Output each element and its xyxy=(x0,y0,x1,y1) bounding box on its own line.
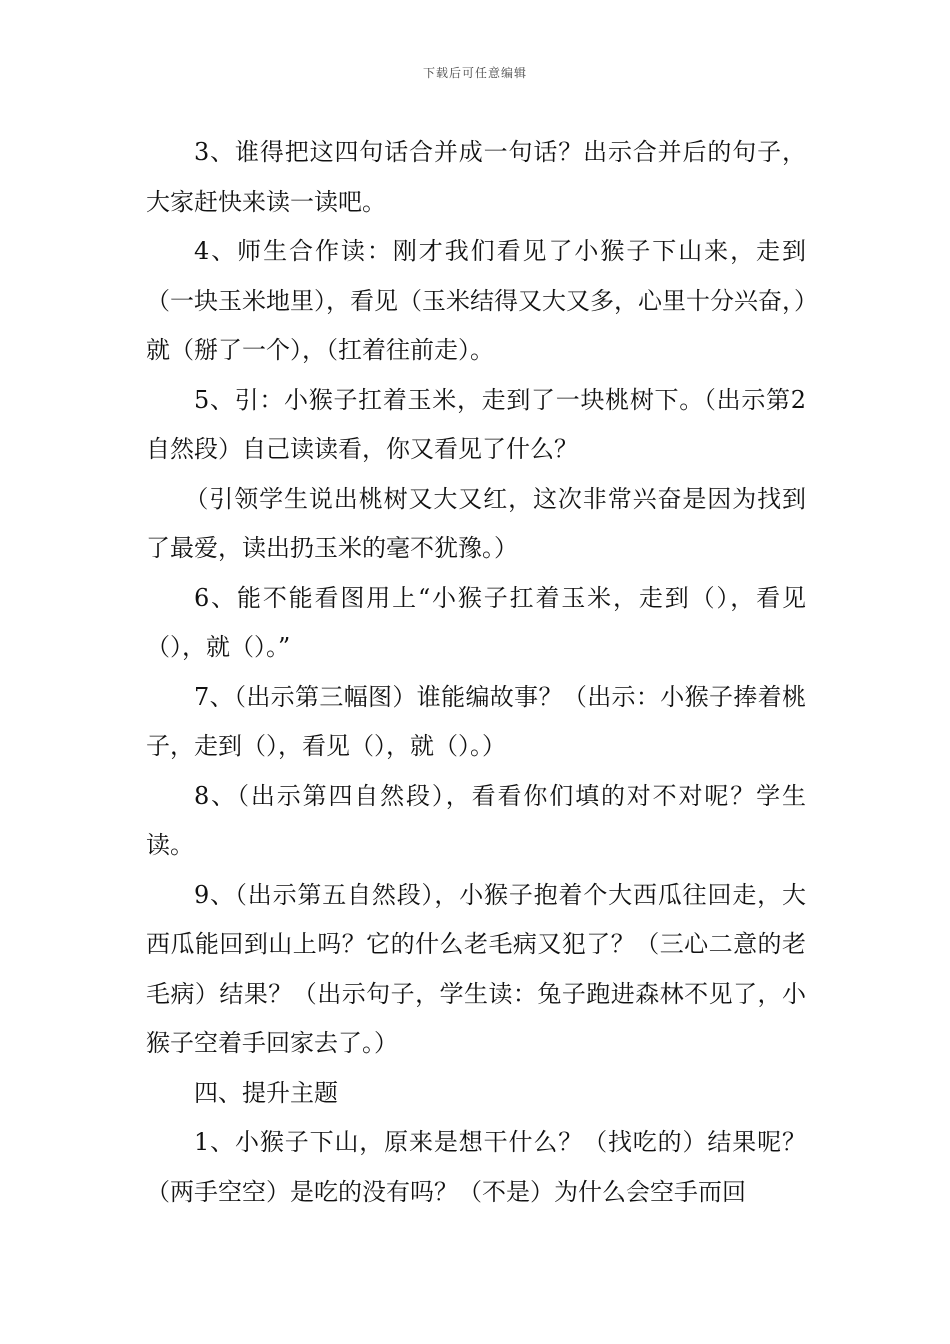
paragraph-step-8: 8、（出示第四自然段），看看你们填的对不对呢？学生读。 xyxy=(146,781,806,859)
page-header: 下载后可任意编辑 xyxy=(422,66,527,80)
paragraph-step-5: 5、引：小猴子扛着玉米，走到了一块桃树下。（出示第2自然段）自己读读看，你又看见了什么？ xyxy=(146,385,806,463)
document-body xyxy=(146,128,806,1217)
paragraph-step-4: 4、师生合作读：刚才我们看见了小猴子下山来，走到（一块玉米地里），看见（玉米结得又大又多，心里十分兴奋，）就（掰了一个），（扛着往前走）。 xyxy=(146,237,806,364)
paragraph-step-3: 3、谁得把这四句话合并成一句话？出示合并后的句子，大家赶快来读一读吧。 xyxy=(146,138,806,216)
paragraph-theme-1: 1、小猴子下山，原来是想干什么？（找吃的）结果呢？（两手空空）是吃的没有吗？（不是）为什么会空手而回 xyxy=(146,1128,806,1206)
paragraph-step-7: 7、（出示第三幅图）谁能编故事？（出示：小猴子捧着桃子，走到（），看见（），就（）。） xyxy=(146,682,806,760)
paragraph-step-9: 9、（出示第五自然段），小猴子抱着个大西瓜往回走，大西瓜能回到山上吗？它的什么老毛病又犯了？（三心二意的老毛病）结果？（出示句子，学生读：兔子跑进森林不见了，小猴子空着手回家去了。） xyxy=(146,880,806,1057)
paragraph-step-6: 6、能不能看图用上“小猴子扛着玉米，走到（），看见（），就（）。” xyxy=(146,583,806,661)
section-heading-4: 四、提升主题 xyxy=(194,1078,338,1107)
paragraph-guidance-note: （引领学生说出桃树又大又红，这次非常兴奋是因为找到了最爱，读出扔玉米的毫不犹豫。） xyxy=(146,484,806,562)
